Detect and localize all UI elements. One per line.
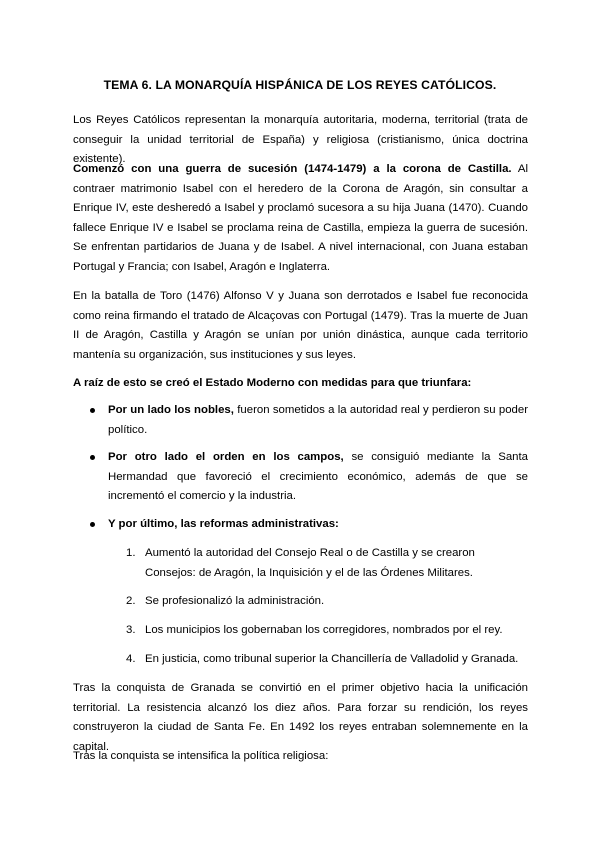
numbered-label-3: 3. <box>126 624 136 636</box>
bullet-text-reformas <box>108 515 528 535</box>
numbered-text-3: Los municipios los gobernaban los corregidores, nombrados por el rey. <box>145 624 503 636</box>
bullet-bold-reformas: Y por último, las reformas administrativas: <box>108 518 339 530</box>
bullet-bold-campos: Por otro lado el orden en los campos, <box>108 451 344 463</box>
bullet-rest-nobles: fueron sometidos a la autoridad real y perdieron su poder político. <box>108 404 528 436</box>
bullet-dot-icon <box>90 455 95 460</box>
bullet-text-nobles <box>108 401 528 440</box>
paragraph-religious-policy: Tras la conquista se intensifica la política religiosa: <box>73 750 329 762</box>
paragraph-granada: Tras la conquista de Granada se convirtió en el primer objetivo hacia la unificación territorial. La resistencia alcanzó los diez años. Para forzar su rendición, los reyes construyeron la ciudad de Santa Fe. En 1492 los reyes entraban solemnemente en la capital. <box>73 682 528 753</box>
paragraph-succession-war <box>73 160 528 278</box>
numbered-label-2: 2. <box>126 595 136 607</box>
bullet-dot-icon <box>90 408 95 413</box>
numbered-text-1: Aumentó la autoridad del Consejo Real o de Castilla y se crearon Consejos: de Aragón, la Inquisición y el de las Órdenes Militares. <box>145 547 475 579</box>
numbered-text-4: En justicia, como tribunal superior la Chancillería de Valladolid y Granada. <box>145 653 519 665</box>
bullet-rest-campos: se consiguió mediante la Santa Hermandad que favoreció el crecimiento económico, además de que se incrementó el comercio y la industria. <box>108 451 528 503</box>
bullet-bold-nobles: Por un lado los nobles, <box>108 404 234 416</box>
bullet-text-campos <box>108 448 528 507</box>
paragraph-battle-toro: En la batalla de Toro (1476) Alfonso V y Juana son derrotados e Isabel fue reconocida como reina firmando el tratado de Alcaçovas con Portugal (1479). Tras la muerte de Juan II de Aragón, Castilla y Aragón se unían por unión dinástica, aunque cada territorio mantenía su organización, sus instituciones y sus leyes. <box>73 290 528 361</box>
bullet-dot-icon <box>90 522 95 527</box>
paragraph-modern-state: A raíz de esto se creó el Estado Moderno con medidas para que triunfara: <box>73 377 472 389</box>
paragraph-succession-war-bold: Comenzó con una guerra de sucesión (1474-1479) a la corona de Castilla. <box>73 163 512 175</box>
paragraph-intro: Los Reyes Católicos representan la monarquía autoritaria, moderna, territorial (trata de conseguir la unidad territorial de España) y religiosa (cristianismo, única doctrina existente). <box>73 114 528 166</box>
document-title: TEMA 6. LA MONARQUÍA HISPÁNICA DE LOS REYES CATÓLICOS. <box>103 78 497 92</box>
paragraph-succession-war-text: Al contraer matrimonio Isabel con el heredero de la Corona de Aragón, sin consultar a Enrique IV, este desheredó a Isabel y proclamó sucesora a su hija Juana (1470). Cuando fallece Enrique IV e Isabel se proclama reina de Castilla, empieza la guerra de sucesión. Se enfrentan partidarios de Juana y de Isabel. A nivel internacional, con Juana estaban Portugal y Francia; con Isabel, Aragón e Inglaterra. <box>73 163 528 273</box>
numbered-label-4: 4. <box>126 653 136 665</box>
numbered-label-1: 1. <box>126 547 136 559</box>
numbered-text-2: Se profesionalizó la administración. <box>145 595 325 607</box>
